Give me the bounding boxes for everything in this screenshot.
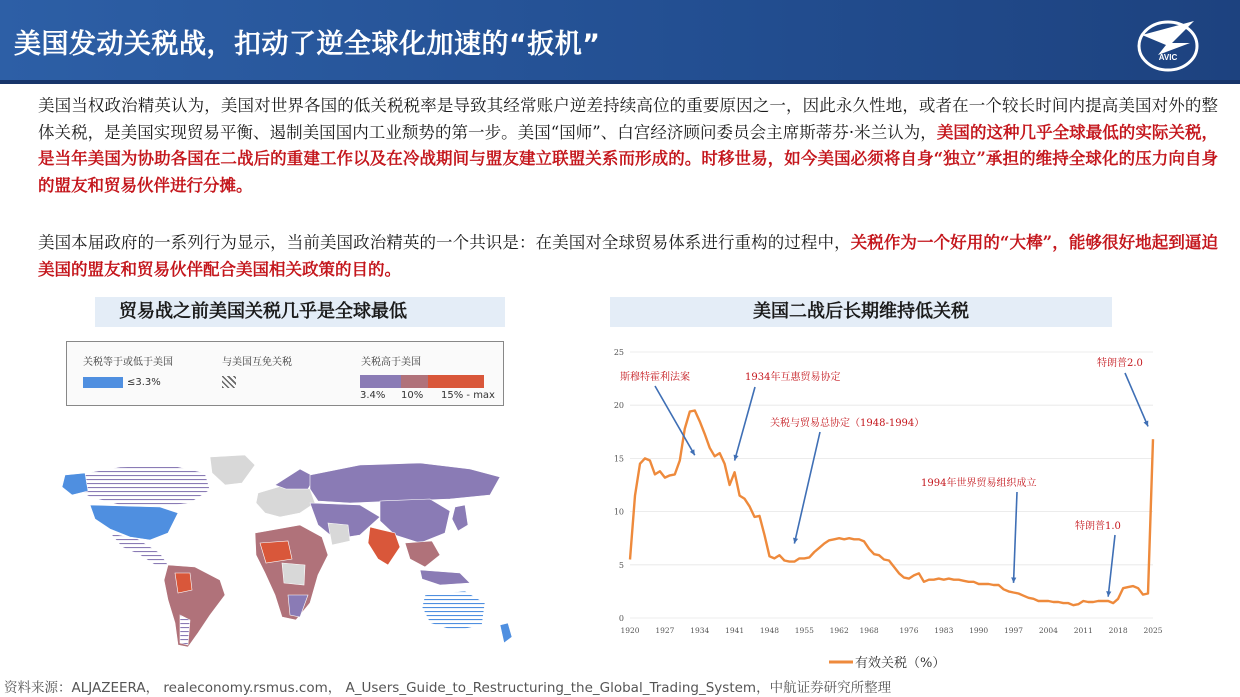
annotation-label: 斯穆特霍利法案 bbox=[620, 372, 690, 383]
source-note: 资料来源：ALJAZEERA， realeconomy.rsmus.com， A_Users_Guide_to_Restructuring_the_Global_Trading_System，中航证券研究所整理 bbox=[4, 680, 892, 696]
world-tariff-map bbox=[60, 455, 530, 650]
y-tick-label: 10 bbox=[613, 507, 624, 517]
x-tick-label: 1997 bbox=[1003, 626, 1024, 635]
paragraph-2-text: 美国本届政府的一系列行为显示，当前美国政治精英的一个共识是：在美国对全球贸易体系进行重构的过程中， bbox=[38, 233, 851, 252]
region-usa bbox=[90, 505, 178, 540]
map-legend bbox=[66, 341, 504, 406]
annotation-label: 特朗普2.0 bbox=[1097, 358, 1143, 369]
annotation-arrowhead bbox=[1011, 577, 1016, 582]
region-australia bbox=[422, 591, 485, 631]
title-bar bbox=[0, 0, 1240, 84]
annotation-label: 1994年世界贸易组织成立 bbox=[921, 478, 1037, 489]
chart-gridlines bbox=[630, 352, 1153, 618]
x-tick-label: 1941 bbox=[725, 626, 745, 635]
region-europe bbox=[256, 485, 315, 517]
paragraph-2 bbox=[38, 230, 1218, 283]
logo-text: AVIC bbox=[1158, 53, 1178, 62]
chart-y-ticks bbox=[614, 348, 624, 623]
y-tick-label: 15 bbox=[613, 454, 624, 464]
annotation-label: 1934年互惠贸易协定 bbox=[745, 372, 841, 383]
x-tick-label: 1983 bbox=[934, 626, 954, 635]
x-tick-label: 1990 bbox=[969, 626, 989, 635]
annotation-arrow bbox=[794, 432, 820, 544]
annotation-arrow bbox=[1014, 492, 1017, 583]
chart-caption: 美国二战后长期维持低关税 bbox=[610, 297, 1112, 327]
legend-tick: 15% - max bbox=[441, 390, 495, 401]
title-underline bbox=[0, 80, 1240, 84]
x-tick-label: 1920 bbox=[620, 626, 640, 635]
paragraph-1-text: 美国当权政治精英认为，美国对世界各国的低关税税率是导致其经常账户逆差持续高位的重要原因之一，因此永久性地，或者在一个较长时间内提高美国对外的整体关税，是美国实现贸易平衡、遏制美国国内工业颓势的第一步。美国“国师”、白宫经济顾问委员会主席斯蒂芬·米兰认为， bbox=[38, 96, 1218, 142]
chart-series-line bbox=[630, 411, 1153, 606]
annotation-arrow bbox=[1108, 535, 1115, 597]
legend-swatch-hatched bbox=[222, 376, 236, 388]
annotation-label: 特朗普1.0 bbox=[1075, 521, 1121, 532]
legend-group-free-title: 与美国互免关税 bbox=[222, 357, 292, 368]
y-tick-label: 5 bbox=[618, 560, 624, 570]
region-south-america bbox=[164, 565, 225, 647]
annotation-label: 关税与贸易总协定（1948-1994） bbox=[770, 418, 925, 429]
x-tick-label: 1934 bbox=[690, 626, 710, 635]
legend-swatch-high bbox=[360, 375, 484, 388]
legend-tick: 10% bbox=[401, 390, 424, 401]
x-tick-label: 1962 bbox=[829, 626, 849, 635]
map-caption: 贸易战之前美国关税几乎是全球最低 bbox=[95, 297, 505, 327]
paragraph-2-highlight: 关税作为一个好用的“大棒”，能够很好地起到逼迫美国的盟友和贸易伙伴配合美国相关政策的目的。 bbox=[38, 233, 1219, 279]
x-tick-label: 1948 bbox=[759, 626, 780, 635]
annotation-arrow bbox=[1125, 373, 1148, 426]
y-tick-label: 0 bbox=[618, 614, 624, 623]
x-tick-label: 1927 bbox=[655, 626, 675, 635]
legend-low-value: ≤3.3% bbox=[127, 377, 161, 388]
legend-group-low-title: 关税等于或低于美国 bbox=[83, 357, 173, 368]
annotation-arrow bbox=[735, 387, 755, 461]
y-tick-label: 20 bbox=[613, 401, 624, 411]
paragraph-1 bbox=[38, 93, 1218, 199]
region-alaska bbox=[62, 473, 88, 495]
chart-legend bbox=[829, 656, 945, 671]
tariff-line-chart bbox=[605, 340, 1170, 675]
legend-series-label: 有效关税（%） bbox=[855, 656, 946, 671]
legend-swatch-low bbox=[83, 377, 123, 388]
x-tick-label: 2004 bbox=[1038, 626, 1058, 635]
region-new-zealand bbox=[500, 623, 512, 643]
region-greenland bbox=[210, 455, 255, 485]
region-canada bbox=[72, 465, 210, 507]
region-russia bbox=[310, 463, 500, 503]
legend-tick: 3.4% bbox=[360, 390, 386, 401]
x-tick-label: 2018 bbox=[1108, 626, 1128, 635]
x-tick-label: 2025 bbox=[1143, 626, 1163, 635]
page-title: 美国发动关税战，扣动了逆全球化加速的“扳机” bbox=[14, 29, 601, 60]
x-tick-label: 1955 bbox=[794, 626, 814, 635]
legend-group-high-title: 关税高于美国 bbox=[361, 357, 421, 368]
paragraph-1-highlight: 美国的这种几乎全球最低的实际关税，是当年美国为协助各国在二战后的重建工作以及在冷战期间与盟友建立联盟关系而形成的。时移世易，如今美国必须将自身“独立”承担的维持全球化的压力向自身的盟友和贸易伙伴进行分摊。 bbox=[38, 122, 1218, 195]
chart-x-ticks bbox=[620, 626, 1162, 635]
annotation-arrow bbox=[655, 386, 695, 455]
x-tick-label: 2011 bbox=[1073, 626, 1093, 635]
y-tick-label: 25 bbox=[613, 348, 624, 357]
x-tick-label: 1968 bbox=[859, 626, 879, 635]
x-tick-label: 1976 bbox=[899, 626, 919, 635]
avic-logo-icon bbox=[1136, 15, 1200, 73]
